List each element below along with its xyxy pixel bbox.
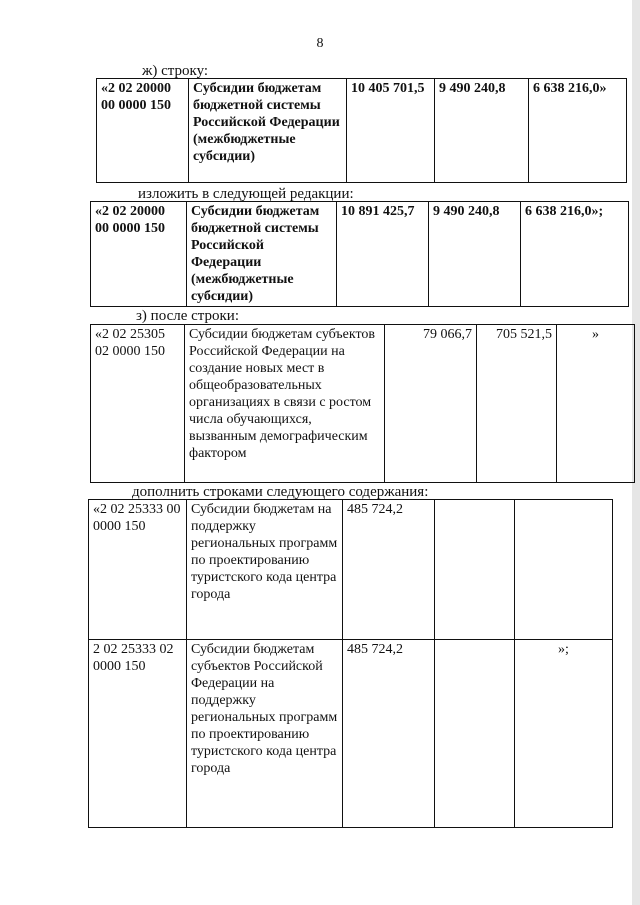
instruction-z: з) после строки: [136, 308, 240, 324]
row-value-3 [515, 500, 613, 640]
row-value-1: 10 405 701,5 [347, 79, 435, 183]
row-code: «2 02 20000 00 0000 150 [97, 79, 189, 183]
row-value-3: 6 638 216,0»; [521, 202, 629, 307]
row-value-1: 10 891 425,7 [337, 202, 429, 307]
row-code: 2 02 25333 02 0000 150 [89, 640, 187, 828]
row-name: Субсидии бюджетам на поддержку региональных программ по проектированию туристского кода центра города [187, 500, 343, 640]
table-row [89, 640, 613, 828]
instruction-zh: ж) строку: [142, 63, 209, 79]
row-value-2: 9 490 240,8 [435, 79, 529, 183]
row-value-2 [435, 500, 515, 640]
table-row-after [90, 324, 635, 483]
row-value-2 [435, 640, 515, 828]
table-rows-added [88, 499, 613, 828]
row-name: Субсидии бюджетам бюджетной системы Российской Федерации (межбюджетные субсидии) [189, 79, 347, 183]
page-number: 8 [316, 36, 324, 51]
row-value-1: 485 724,2 [343, 500, 435, 640]
row-value-2: 705 521,5 [477, 325, 557, 483]
row-value-2: 9 490 240,8 [429, 202, 521, 307]
instruction-izlozhit: изложить в следующей редакции: [138, 186, 354, 202]
row-value-3: »; [515, 640, 613, 828]
row-name: Субсидии бюджетам бюджетной системы Российской Федерации (межбюджетные субсидии) [187, 202, 337, 307]
row-value-1: 79 066,7 [385, 325, 477, 483]
row-name: Субсидии бюджетам субъектов Российской Федерации на поддержку региональных программ по проектированию туристского кода центра города [187, 640, 343, 828]
row-code: «2 02 25305 02 0000 150 [91, 325, 185, 483]
instruction-dopolnit: дополнить строками следующего содержания: [132, 484, 429, 500]
table-row-original [96, 78, 627, 183]
row-value-3: » [557, 325, 635, 483]
row-code: «2 02 20000 00 0000 150 [91, 202, 187, 307]
row-name: Субсидии бюджетам субъектов Российской Федерации на создание новых мест в общеобразовательных организациях в связи с ростом числа обучающихся, вызванным демографическим фактором [185, 325, 385, 483]
row-value-3: 6 638 216,0» [529, 79, 627, 183]
table-row [89, 500, 613, 640]
row-value-1: 485 724,2 [343, 640, 435, 828]
table-row-new [90, 201, 629, 307]
row-code: «2 02 25333 00 0000 150 [89, 500, 187, 640]
